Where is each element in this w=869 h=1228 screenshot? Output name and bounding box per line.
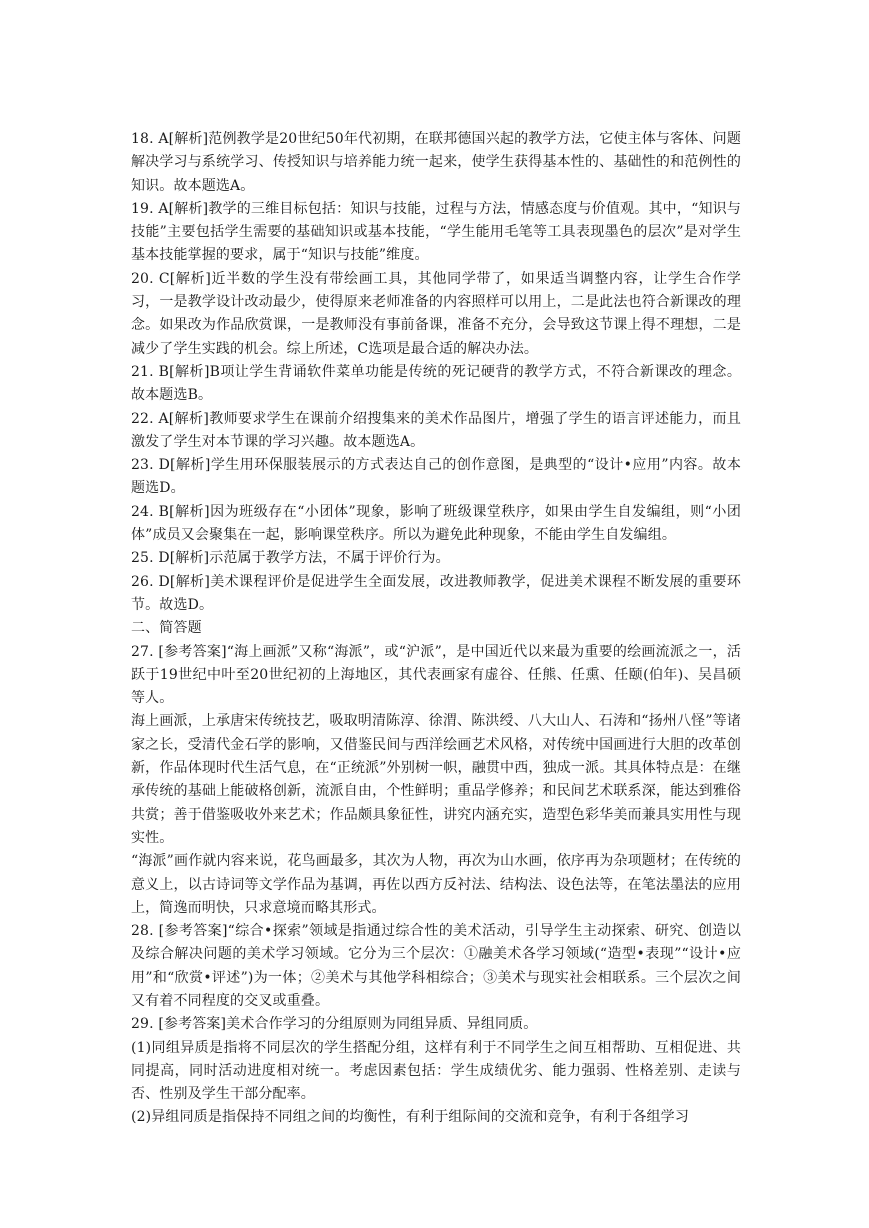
answer-item-22: 22. A[解析]教师要求学生在课前介绍搜集来的美术作品图片，增强了学生的语言评述能力，而且激发了学生对本节课的学习兴趣。故本题选A。 <box>131 410 741 450</box>
answer-item-18: 18. A[解析]范例教学是20世纪50年代初期，在联邦德国兴起的教学方法，它使主体与客体、问题解决学习与系统学习、传授知识与培养能力统一起来，使学生获得基本性的、基础性的和范例性的知识。故本题选A。 <box>131 131 741 194</box>
answer-item-23: 23. D[解析]学生用环保服装展示的方式表达自己的创作意图，是典型的“设计•应用”内容。故本题选D。 <box>131 457 741 497</box>
answer-item-21: 21. B[解析]B项让学生背诵软件菜单功能是传统的死记硬背的教学方式，不符合新课改的理念。故本题选B。 <box>131 363 741 404</box>
answer-29-point-1: (1)同组异质是指将不同层次的学生搭配分组，这样有利于不同学生之间互相帮助、互相促进、共同提高，同时活动进度相对统一。考虑因素包括：学生成绩优劣、能力强弱、性格差别、走读与否、性别及学生干部分配率。 <box>131 1039 741 1103</box>
answer-item-28: 28. [参考答案]“综合•探索”领域是指通过综合性的美术活动，引导学生主动探索、研究、创造以及综合解决问题的美术学习领域。它分为三个层次：①融美术各学习领域(“造型•表现”“设计•应用”和“欣赏•评述”)为一体；②美术与其他学科相综合；③美术与现实社会相联系。三个层次之间又有着不同程度的交叉或重叠。 <box>131 923 741 1009</box>
answer-27-intro: 27. [参考答案]“海上画派”又称“海派”，或“沪派”，是中国近代以来最为重要的绘画流派之一，活跃于19世纪中叶至20世纪初的上海地区，其代表画家有虚谷、任熊、任熏、任颐(伯年)、吴昌硕等人。 <box>131 643 741 707</box>
answer-item-29: 29. [参考答案]美术合作学习的分组原则为同组异质、异组同质。 <box>131 1016 538 1033</box>
answer-27-features: 海上画派，上承唐宋传统技艺，吸取明清陈淳、徐渭、陈洪绶、八大山人、石涛和“扬州八怪”等诸家之长，受清代金石学的影响，又借鉴民间与西洋绘画艺术风格，对传统中国画进行大胆的改革创新，作品体现时代生活气息，在“正统派”外别树一帜，融贯中西，独成一派。其具体特点是：在继承传统的基础上能破格创新，流派自由，个性鲜明；重品学修养；和民间艺术联系深，能达到雅俗共赏；善于借鉴吸收外来艺术；作品颇具象征性，讲究内涵充实，造型色彩华美而兼具实用性与现实性。 <box>131 713 741 846</box>
answer-item-19: 19. A[解析]教学的三维目标包括：知识与技能，过程与方法，情感态度与价值观。其中，“知识与技能”主要包括学生需要的基础知识或基本技能，“学生能用毛笔等工具表现墨色的层次”是对学生基本技能掌握的要求，属于“知识与技能”维度。 <box>131 200 741 264</box>
answer-item-26: 26. D[解析]美术课程评价是促进学生全面发展，改进教师教学，促进美术课程不断发展的重要环节。故选D。 <box>131 573 741 613</box>
answer-item-24: 24. B[解析]因为班级存在“小团体”现象，影响了班级课堂秩序，如果由学生自发编组，则“小团体”成员又会聚集在一起，影响课堂秩序。所以为避免此种现象，不能由学生自发编组。 <box>131 503 741 544</box>
section-heading: 二、简答题 <box>131 620 202 637</box>
answer-item-20: 20. C[解析]近半数的学生没有带绘画工具，其他同学带了，如果适当调整内容，让学生合作学习，一是教学设计改动最少，使得原来老师准备的内容照样可以用上，二是此法也符合新课改的理念。如果改为作品欣赏课，一是教师没有事前备课，准备不充分，会导致这节课上得不理想，二是减少了学生实践的机会。综上所述，C选项是最合适的解决办法。 <box>131 270 741 357</box>
answer-29-point-2: (2)异组同质是指保持不同组之间的均衡性，有利于组际间的交流和竞争，有利于各组学习 <box>131 1109 689 1126</box>
answer-27-content: “海派”画作就内容来说，花鸟画最多，其次为人物，再次为山水画，依序再为杂项题材；在传统的意义上，以古诗词等文学作品为基调，再佐以西方反衬法、结构法、设色法等，在笔法墨法的应用上，简逸而明快，只求意境而略其形式。 <box>131 853 741 916</box>
answer-item-25: 25. D[解析]示范属于教学方法，不属于评价行为。 <box>131 550 450 567</box>
document-page <box>131 128 741 1130</box>
